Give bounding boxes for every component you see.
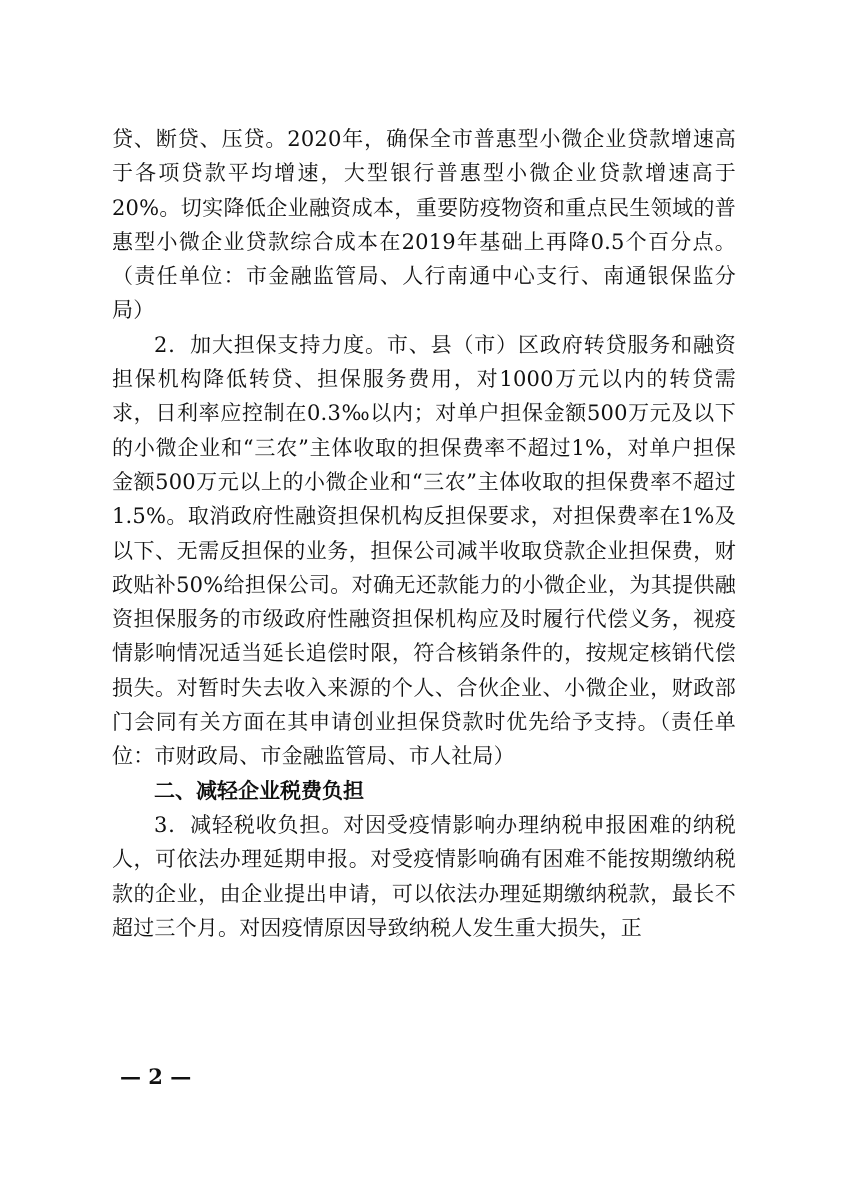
paragraph-loan-continuation: 贷、断贷、压贷。2020年，确保全市普惠型小微企业贷款增速高于各项贷款平均增速，大型银行普惠型小微企业贷款增速高于20%。切实降低企业融资成本，重要防疫物资和重点民生领域的普惠型小微企业贷款综合成本在2019年基础上再降0.5个百分点。（责任单位：市金融监管局、人行南通中心支行、南通银保监分局） xyxy=(112,127,736,323)
page-number: — 2 — xyxy=(120,1064,192,1089)
paragraph-guarantee-support: 2．加大担保支持力度。市、县（市）区政府转贷服务和融资担保机构降低转贷、担保服务费用，对1000万元以内的转贷需求，日利率应控制在0.3‰以内；对单户担保金额500万元及以下的小微企业和“三农”主体收取的担保费率不超过1%，对单户担保金额500万元以上的小微企业和“三农”主体收取的担保费率不超过1.5%。取消政府性融资担保机构反担保要求，对担保费率在1%及以下、无需反担保的业务，担保公司减半收取贷款企业担保费，财政贴补50%给担保公司。对确无还款能力的小微企业，为其提供融资担保服务的市级政府性融资担保机构应及时履行代偿义务，视疫情影响情况适当延长追偿时限，符合核销条件的，按规定核销代偿损失。对暂时失去收入来源的个人、合伙企业、小微企业，财政部门会同有关方面在其申请创业担保贷款时优先给予支持。（责任单位：市财政局、市金融监管局、市人社局） xyxy=(112,332,736,769)
document-body xyxy=(112,122,736,945)
paragraph-tax-reduction: 3．减轻税收负担。对因受疫情影响办理纳税申报困难的纳税人，可依法办理延期申报。对受疫情影响确有困难不能按期缴纳税款的企业，由企业提出申请，可以依法办理延期缴纳税款，最长不超过三个月。对因疫情原因导致纳税人发生重大损失，正 xyxy=(112,812,736,940)
section-heading-tax-burden: 二、减轻企业税费负担 xyxy=(154,778,364,803)
